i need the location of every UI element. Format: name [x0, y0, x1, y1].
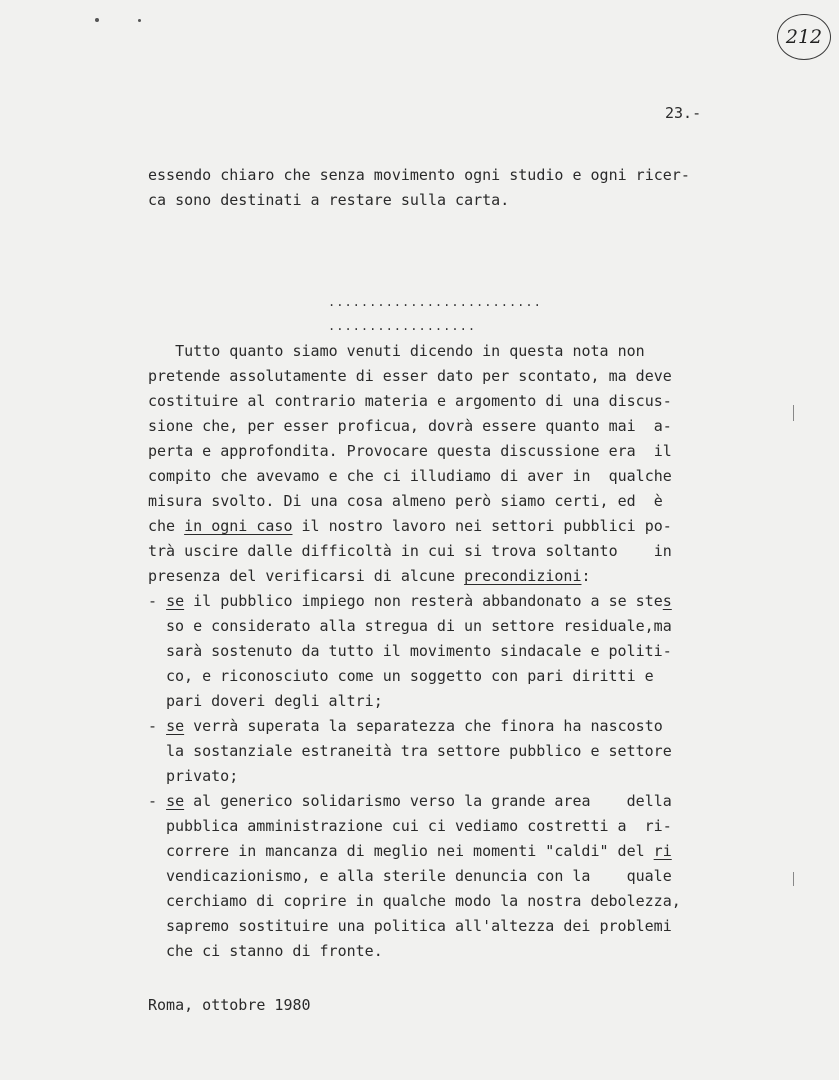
text-line — [148, 566, 591, 586]
list-item-2 — [148, 716, 663, 736]
list-item-1 — [148, 591, 672, 611]
list-dash: - — [148, 792, 167, 810]
list-dash: - — [148, 717, 167, 735]
text-line: perta e approfondita. Provocare questa discussione era il — [148, 442, 672, 460]
text-fragment: il pubblico impiego non resterà abbandonato a se ste — [184, 592, 663, 610]
text-line: essendo chiaro che senza movimento ogni studio e ogni ricer- — [148, 166, 690, 184]
separator-row: .......................... — [328, 295, 542, 309]
text-line: compito che avevamo e che ci illudiamo di aver in qualche — [148, 467, 672, 485]
text-line: pubblica amministrazione cui ci vediamo costretti a ri- — [166, 817, 672, 835]
scan-speck — [95, 18, 99, 22]
page-number: 23.- — [665, 104, 702, 122]
place-date: Roma, ottobre 1980 — [148, 996, 311, 1014]
text-line: co, e riconosciuto come un soggetto con pari diritti e — [166, 667, 654, 685]
text-fragment: correre in mancanza di meglio nei momenti "caldi" del — [166, 842, 654, 860]
underlined-phrase: precondizioni — [464, 567, 582, 585]
text-line — [166, 841, 672, 861]
underlined-fragment: ri — [653, 842, 672, 860]
list-item-3 — [148, 791, 672, 811]
text-line — [148, 516, 672, 536]
scan-speck — [138, 19, 141, 22]
text-line: cerchiamo di coprire in qualche modo la nostra debolezza, — [166, 892, 681, 910]
text-line: privato; — [166, 767, 239, 785]
text-line: so e considerato alla stregua di un settore residuale,ma — [166, 617, 672, 635]
text-fragment: che — [148, 517, 185, 535]
underlined-word: se — [166, 792, 185, 810]
text-line: che ci stanno di fronte. — [166, 942, 383, 960]
text-line: trà uscire dalle difficoltà in cui si trova soltanto in — [148, 542, 672, 560]
underlined-phrase: in ogni caso — [184, 517, 293, 535]
underlined-word: se — [166, 592, 185, 610]
archive-number: 212 — [785, 26, 823, 48]
text-fragment: verrà superata la separatezza che finora ha nascosto — [184, 717, 663, 735]
section-separator — [328, 282, 542, 346]
text-line: vendicazionismo, e alla sterile denuncia con la quale — [166, 867, 672, 885]
scan-mark — [793, 405, 794, 421]
text-line: misura svolto. Di una cosa almeno però siamo certi, ed è — [148, 492, 663, 510]
separator-row: .................. — [328, 319, 477, 333]
text-fragment: il nostro lavoro nei settori pubblici po- — [292, 517, 672, 535]
text-fragment: : — [581, 567, 591, 585]
text-line: costituire al contrario materia e argomento di una discus- — [148, 392, 672, 410]
archive-number-stamp — [777, 14, 831, 60]
list-dash: - — [148, 592, 167, 610]
text-line: ca sono destinati a restare sulla carta. — [148, 191, 510, 209]
text-line: sarà sostenuto da tutto il movimento sindacale e politi- — [166, 642, 672, 660]
scan-mark — [793, 872, 794, 886]
text-line: pari doveri degli altri; — [166, 692, 383, 710]
text-line: sione che, per esser proficua, dovrà essere quanto mai a- — [148, 417, 672, 435]
underlined-letter: s — [662, 592, 672, 610]
text-line: Tutto quanto siamo venuti dicendo in questa nota non — [148, 342, 645, 360]
text-fragment: al generico solidarismo verso la grande area della — [184, 792, 672, 810]
text-line: la sostanziale estraneità tra settore pubblico e settore — [166, 742, 672, 760]
text-fragment: presenza del verificarsi di alcune — [148, 567, 465, 585]
text-line: sapremo sostituire una politica all'altezza dei problemi — [166, 917, 672, 935]
underlined-word: se — [166, 717, 185, 735]
text-line: pretende assolutamente di esser dato per scontato, ma deve — [148, 367, 672, 385]
